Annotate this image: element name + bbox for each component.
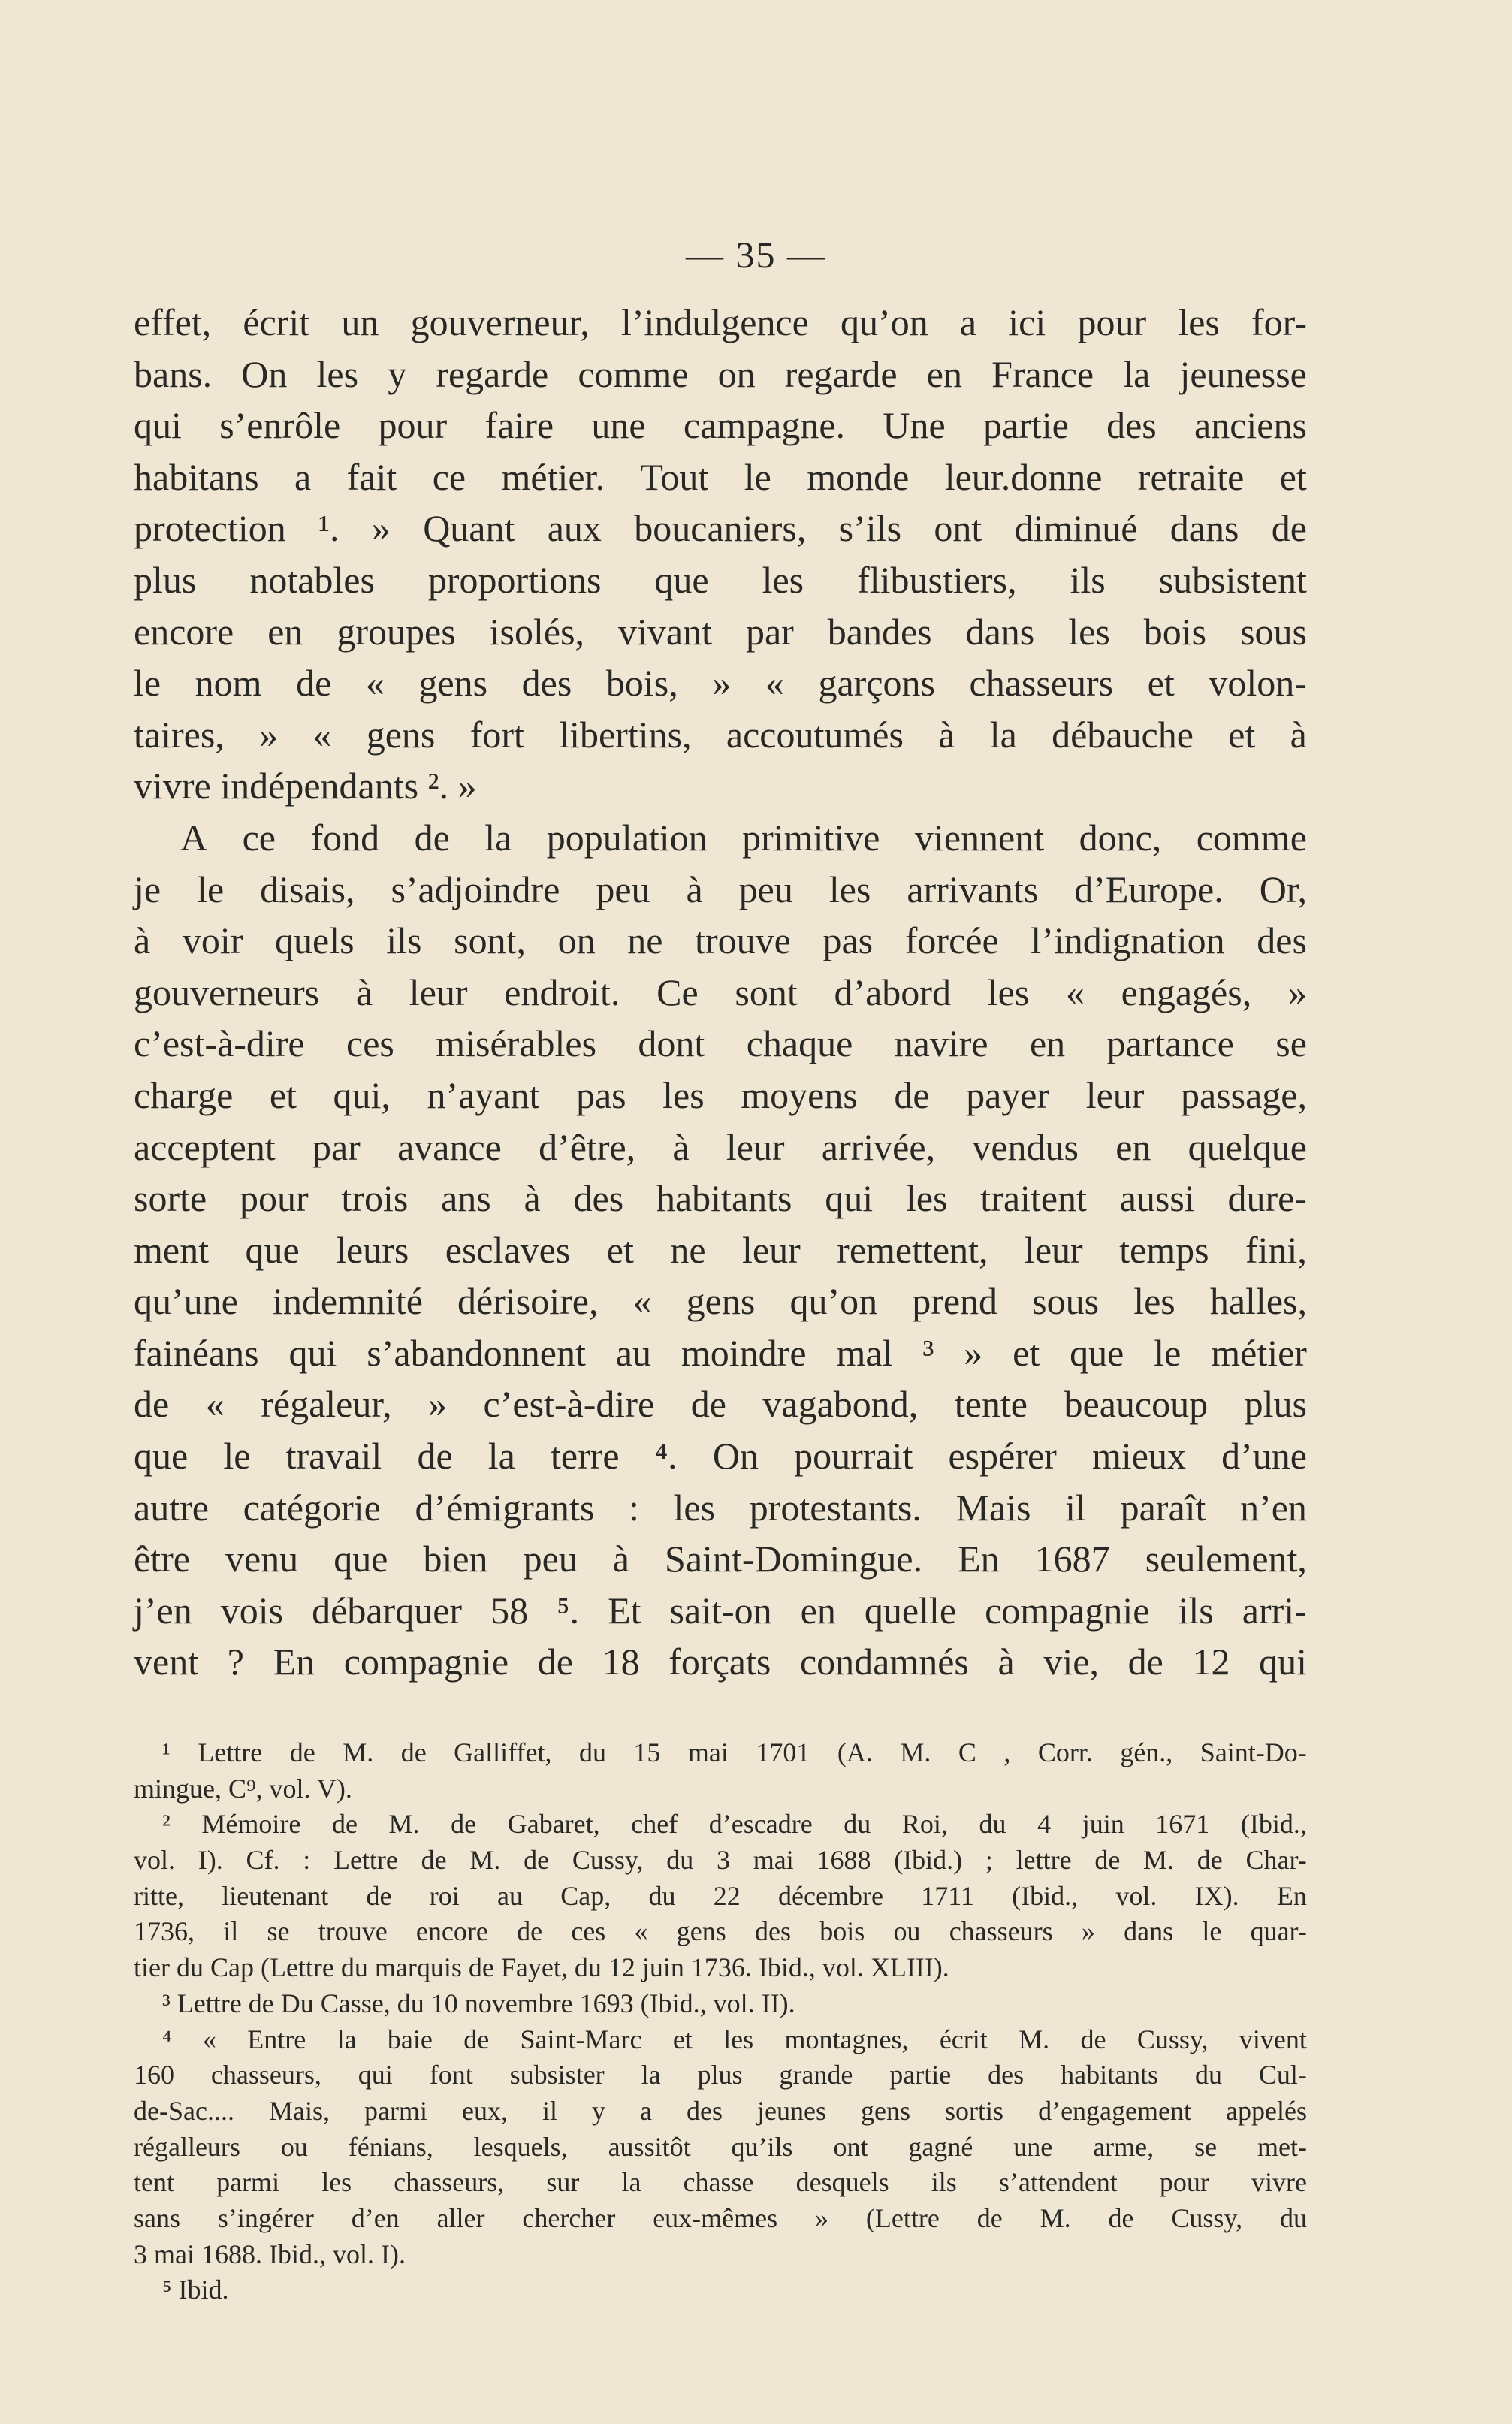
text-line: bans. On les y regarde comme on regarde en France la jeunesse — [134, 352, 1307, 395]
text-line: fainéans qui s’abandonnent au moindre mal ³ » et que le métier — [134, 1331, 1307, 1374]
text-line: j’en vois débarquer 58 ⁵. Et sait-on en quelle compagnie ils arri- — [134, 1589, 1307, 1632]
text-line: habitans a fait ce métier. Tout le monde leur.donne retraite et — [134, 455, 1307, 498]
text-line: plus notables proportions que les flibustiers, ils subsistent — [134, 558, 1307, 601]
footnote-line: tent parmi les chasseurs, sur la chasse desquels ils s’attendent pour vivre — [134, 2167, 1307, 2198]
footnote-line: régalleurs ou fénians, lesquels, aussitôt qu’ils ont gagné une arme, se met- — [134, 2131, 1307, 2162]
text-line: à voir quels ils sont, on ne trouve pas forcée l’indignation des — [134, 919, 1307, 962]
text-line: être venu que bien peu à Saint-Domingue. En 1687 seulement, — [134, 1538, 1307, 1580]
footnote-line: vol. I). Cf. : Lettre de M. de Cussy, du 3 mai 1688 (Ibid.) ; lettre de M. de Char- — [134, 1845, 1307, 1876]
text-line: gouverneurs à leur endroit. Ce sont d’abord les « engagés, » — [134, 971, 1307, 1013]
footnotes — [134, 1735, 1307, 2308]
main-text — [134, 297, 1307, 1688]
footnote-line: tier du Cap (Lettre du marquis de Fayet, du 12 juin 1736. Ibid., vol. XLIII). — [134, 1952, 949, 1983]
text-line: charge et qui, n’ayant pas les moyens de payer leur passage, — [134, 1073, 1307, 1116]
text-line: vivre indépendants ². » — [134, 765, 477, 807]
text-line: ment que leurs esclaves et ne leur remettent, leur temps fini, — [134, 1228, 1307, 1271]
text-line: effet, écrit un gouverneur, l’indulgence qu’on a ici pour les for- — [134, 301, 1307, 343]
footnote-line: ritte, lieutenant de roi au Cap, du 22 décembre 1711 (Ibid., vol. IX). En — [134, 1880, 1307, 1911]
text-line: sorte pour trois ans à des habitants qui les traitent aussi dure- — [134, 1177, 1307, 1220]
footnote-line: de-Sac.... Mais, parmi eux, il y a des jeunes gens sortis d’engagement appelés — [134, 2095, 1307, 2126]
footnote-line: 3 mai 1688. Ibid., vol. I). — [134, 2238, 406, 2269]
text-line: qui s’enrôle pour faire une campagne. Une partie des anciens — [134, 404, 1307, 447]
text-line: de « régaleur, » c’est-à-dire de vagabond, tente beaucoup plus — [134, 1383, 1307, 1426]
footnote-line: ⁵ Ibid. — [162, 2275, 229, 2305]
text-line: je le disais, s’adjoindre peu à peu les arrivants d’Europe. Or, — [134, 868, 1307, 910]
footnote-line: 160 chasseurs, qui font subsister la plus grande partie des habitants du Cul- — [134, 2060, 1307, 2090]
footnote-line: sans s’ingérer d’en aller chercher eux-mêmes » (Lettre de M. de Cussy, du — [134, 2202, 1307, 2233]
footnote-line: ² Mémoire de M. de Gabaret, chef d’escadre du Roi, du 4 juin 1671 (Ibid., — [162, 1809, 1307, 1840]
text-line: protection ¹. » Quant aux boucaniers, s’ils ont diminué dans de — [134, 507, 1307, 550]
text-line: autre catégorie d’émigrants : les protestants. Mais il paraît n’en — [134, 1486, 1307, 1529]
text-line: qu’une indemnité dérisoire, « gens qu’on prend sous les halles, — [134, 1280, 1307, 1323]
footnote-line: ¹ Lettre de M. de Galliffet, du 15 mai 1701 (A. M. C , Corr. gén., Saint-Do- — [162, 1737, 1307, 1767]
footnote-line: ⁴ « Entre la baie de Saint-Marc et les montagnes, écrit M. de Cussy, vivent — [162, 2024, 1307, 2054]
text-line: c’est-à-dire ces misérables dont chaque navire en partance se — [134, 1022, 1307, 1065]
footnote-line: ³ Lettre de Du Casse, du 10 novembre 1693 (Ibid., vol. II). — [162, 1988, 795, 2018]
text-line: A ce fond de la population primitive viennent donc, comme — [180, 816, 1307, 859]
text-line: taires, » « gens fort libertins, accoutumés à la débauche et à — [134, 713, 1307, 756]
page-number: — 35 — — [686, 234, 826, 276]
text-line: que le travail de la terre ⁴. On pourrait espérer mieux d’une — [134, 1435, 1307, 1478]
footnote-line: 1736, il se trouve encore de ces « gens des bois ou chasseurs » dans le quar- — [134, 1916, 1307, 1947]
text-line: le nom de « gens des bois, » « garçons chasseurs et volon- — [134, 662, 1307, 705]
text-line: vent ? En compagnie de 18 forçats condamnés à vie, de 12 qui — [134, 1641, 1307, 1683]
footnote-line: mingue, C⁹, vol. V). — [134, 1773, 352, 1804]
text-line: encore en groupes isolés, vivant par bandes dans les bois sous — [134, 610, 1307, 653]
text-line: acceptent par avance d’être, à leur arrivée, vendus en quelque — [134, 1125, 1307, 1168]
